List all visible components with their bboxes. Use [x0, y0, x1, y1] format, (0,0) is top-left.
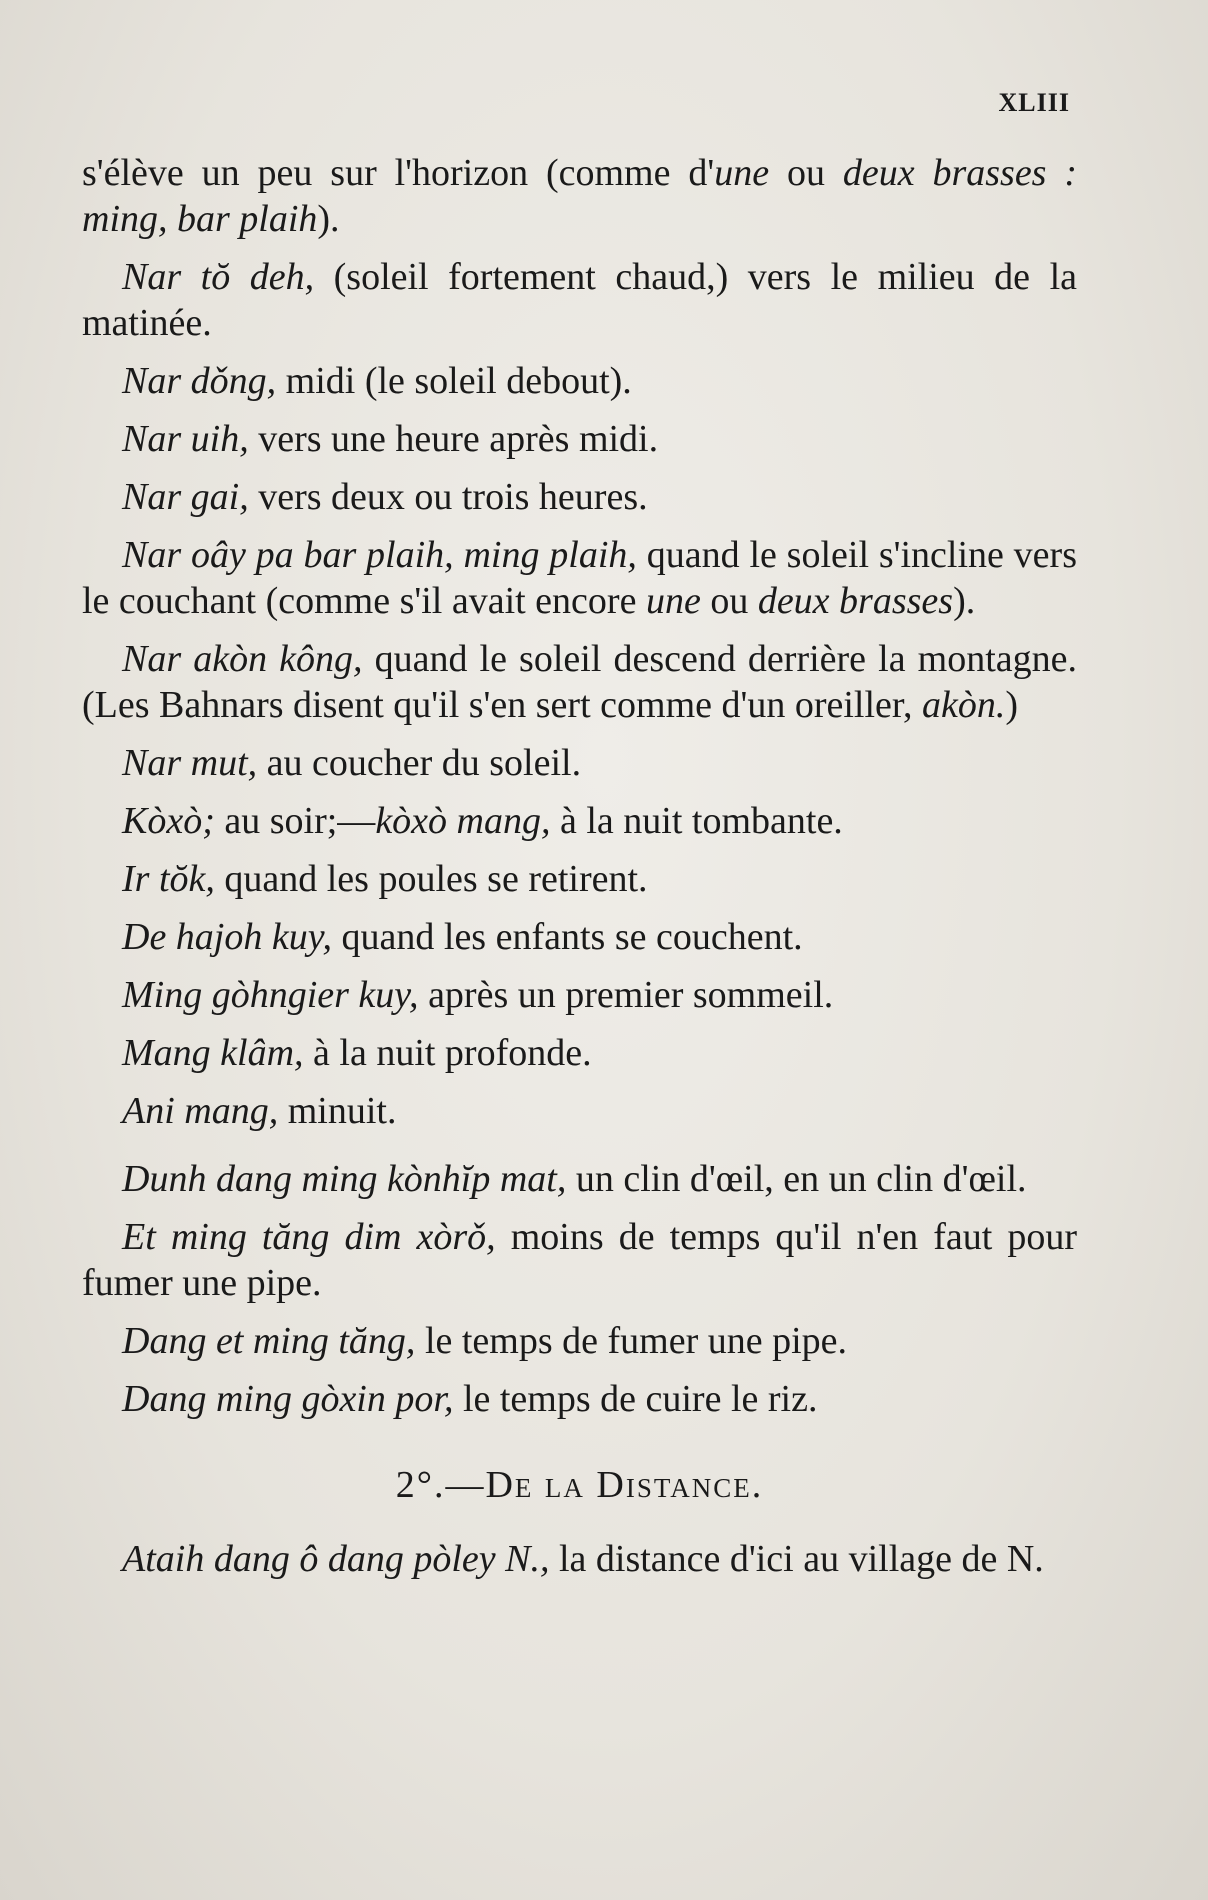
bahnar-term: une — [645, 580, 701, 622]
entry-paragraph — [82, 1156, 1077, 1202]
bahnar-term: Mang klâm, — [122, 1032, 304, 1074]
bahnar-term: Dunh dang ming kònhĭp mat, — [122, 1158, 567, 1200]
french-gloss: midi (le soleil debout). — [276, 360, 632, 402]
french-gloss: ou — [769, 152, 843, 194]
entry-paragraph — [82, 972, 1077, 1018]
bahnar-term: une — [714, 152, 770, 194]
french-gloss: quand le soleil descend derrière la montagne. (Les Bahnars disent qu'il s'en sert comme d'un oreiller, — [82, 638, 1077, 726]
entry-paragraph — [82, 856, 1077, 902]
page-body — [82, 150, 1077, 1594]
bahnar-term: Et ming tăng dim xòrǒ, — [122, 1216, 496, 1258]
bahnar-term: De hajoh kuy, — [122, 916, 333, 958]
entry-paragraph — [82, 254, 1077, 346]
entry-paragraph — [82, 798, 1077, 844]
french-gloss: au soir;— — [214, 800, 376, 842]
french-gloss: au coucher du soleil. — [257, 742, 582, 784]
bahnar-term: Dang ming gòxin por, — [122, 1378, 454, 1420]
french-gloss: ) — [1005, 684, 1019, 726]
bahnar-term: Nar akòn kông, — [122, 638, 363, 680]
entry-paragraph — [82, 1088, 1077, 1134]
page-number: XLIII — [998, 88, 1070, 117]
bahnar-term: kòxò mang, — [375, 800, 551, 842]
entry-paragraph — [82, 416, 1077, 462]
french-gloss: après un premier sommeil. — [418, 974, 834, 1016]
bahnar-term: akòn. — [922, 684, 1006, 726]
french-gloss: quand les poules se retirent. — [214, 858, 648, 900]
french-gloss: à la nuit profonde. — [303, 1032, 592, 1074]
french-gloss: moins de temps qu'il n'en faut pour fumer une pipe. — [82, 1216, 1077, 1304]
french-gloss: quand les enfants se couchent. — [332, 916, 803, 958]
entry-paragraph — [82, 532, 1077, 624]
bahnar-term: Nar mut, — [122, 742, 258, 784]
entry-paragraph — [82, 1376, 1077, 1422]
bahnar-term: deux brasses : ming, bar plaih — [82, 152, 1078, 240]
entry-paragraph — [82, 740, 1077, 786]
bahnar-term: Ming gòhngier kuy, — [122, 974, 419, 1016]
french-gloss: un clin d'œil, en un clin d'œil. — [566, 1158, 1027, 1200]
section-heading: 2°.—De la Distance. — [395, 1464, 764, 1506]
french-gloss: (soleil fortement chaud,) vers le milieu de la matinée. — [82, 256, 1077, 344]
french-gloss: ou — [700, 580, 758, 622]
french-gloss: le temps de fumer une pipe. — [415, 1320, 848, 1362]
french-gloss: s'élève un peu sur l'horizon (comme d' — [82, 152, 715, 194]
entry-paragraph — [82, 914, 1077, 960]
french-gloss: à la nuit tombante. — [550, 800, 843, 842]
french-gloss: la distance d'ici au village de N. — [549, 1538, 1044, 1580]
entry-paragraph — [82, 358, 1077, 404]
french-gloss: quand le soleil s'incline vers le couchant (comme s'il avait encore — [82, 534, 1077, 622]
french-gloss: vers une heure après midi. — [248, 418, 659, 460]
bahnar-term: Dang et ming tăng, — [122, 1320, 416, 1362]
bahnar-term: deux brasses — [757, 580, 954, 622]
final-paragraph — [82, 1536, 1077, 1582]
entry-paragraph — [82, 636, 1077, 728]
bahnar-term: Ir tŏk, — [122, 858, 215, 900]
entry-paragraph — [82, 474, 1077, 520]
french-gloss: minuit. — [278, 1090, 397, 1132]
bahnar-term: Nar tŏ deh, — [122, 256, 315, 298]
entries-list — [82, 150, 1077, 1422]
entry-paragraph — [82, 1214, 1077, 1306]
entry-paragraph — [82, 1030, 1077, 1076]
french-gloss: ). — [317, 198, 340, 240]
entry-paragraph — [82, 1318, 1077, 1364]
bahnar-term: Nar dǒng, — [122, 360, 277, 402]
bahnar-term: Ataih dang ô dang pòley N., — [122, 1538, 550, 1580]
french-gloss: vers deux ou trois heures. — [248, 476, 648, 518]
french-gloss: ). — [953, 580, 976, 622]
bahnar-term: Nar oây pa bar plaih, ming plaih, — [122, 534, 637, 576]
bahnar-term: Nar uih, — [122, 418, 249, 460]
bahnar-term: Kòxò; — [122, 800, 215, 842]
french-gloss: le temps de cuire le riz. — [453, 1378, 818, 1420]
entry-paragraph — [82, 150, 1077, 242]
bahnar-term: Ani mang, — [122, 1090, 279, 1132]
bahnar-term: Nar gai, — [122, 476, 249, 518]
